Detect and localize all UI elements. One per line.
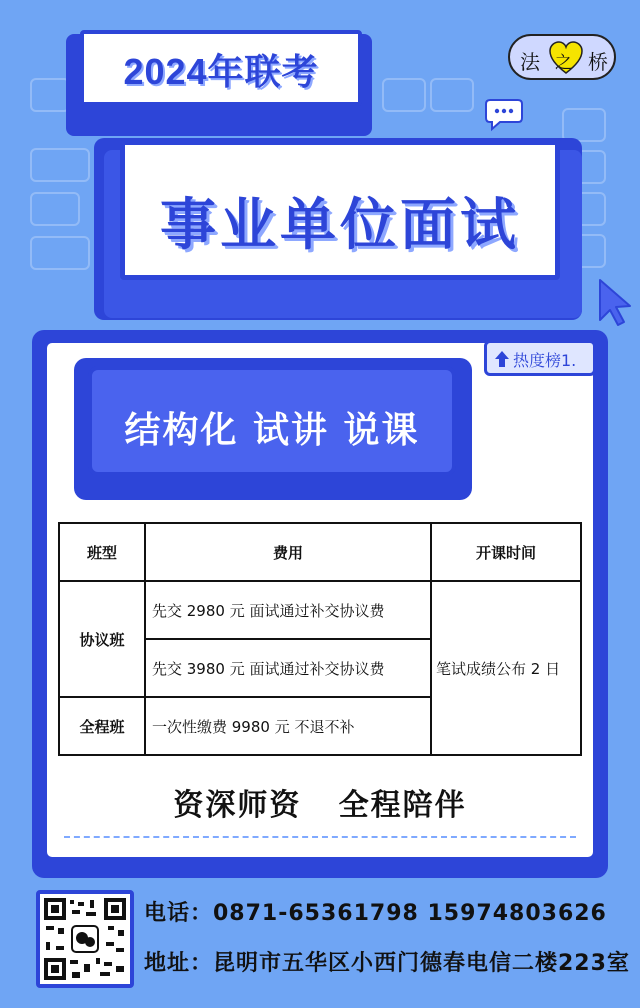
logo-char-right: 桥	[588, 50, 608, 74]
class-type-cell: 全程班	[59, 697, 145, 755]
cursor-icon	[596, 278, 636, 328]
brand-logo	[508, 34, 616, 80]
year-title: 2024年联考	[123, 51, 319, 92]
subtitle-box	[88, 366, 456, 476]
year-title-box	[80, 30, 362, 106]
table-header-row	[59, 523, 581, 581]
qr-code-icon	[44, 898, 126, 980]
pricing-table	[58, 522, 582, 756]
class-type-cell: 协议班	[59, 581, 145, 697]
main-title-box	[120, 140, 560, 280]
slogan: 资深师资 全程陪伴	[173, 788, 467, 823]
header-class-type: 班型	[59, 523, 145, 581]
contact-phone: 电话：0871-65361798 15974803626	[144, 901, 607, 926]
contact-address: 地址：昆明市五华区小西门德春电信二楼223室	[144, 951, 630, 976]
dashed-divider	[64, 836, 576, 838]
logo-char-mid: 之	[555, 53, 572, 73]
logo-char-left: 法	[520, 50, 540, 74]
up-arrow-icon	[495, 351, 509, 367]
fee-cell: 先交 3980 元 面试通过补交协议费	[145, 639, 431, 697]
subtitle: 结构化 试讲 说课	[124, 410, 420, 451]
main-title: 事业单位面试	[160, 193, 520, 258]
header-start-time: 开课时间	[431, 523, 581, 581]
header-fee: 费用	[145, 523, 431, 581]
hot-ranking-badge	[484, 340, 596, 376]
fee-cell: 先交 2980 元 面试通过补交协议费	[145, 581, 431, 639]
start-time-cell: 笔试成绩公布 2 日	[431, 581, 581, 755]
table-row	[59, 581, 581, 639]
chat-bubble-icon	[484, 96, 524, 132]
fee-cell: 一次性缴费 9980 元 不退不补	[145, 697, 431, 755]
qr-code	[36, 890, 134, 988]
hot-ranking-label: 热度榜1.	[513, 351, 577, 370]
